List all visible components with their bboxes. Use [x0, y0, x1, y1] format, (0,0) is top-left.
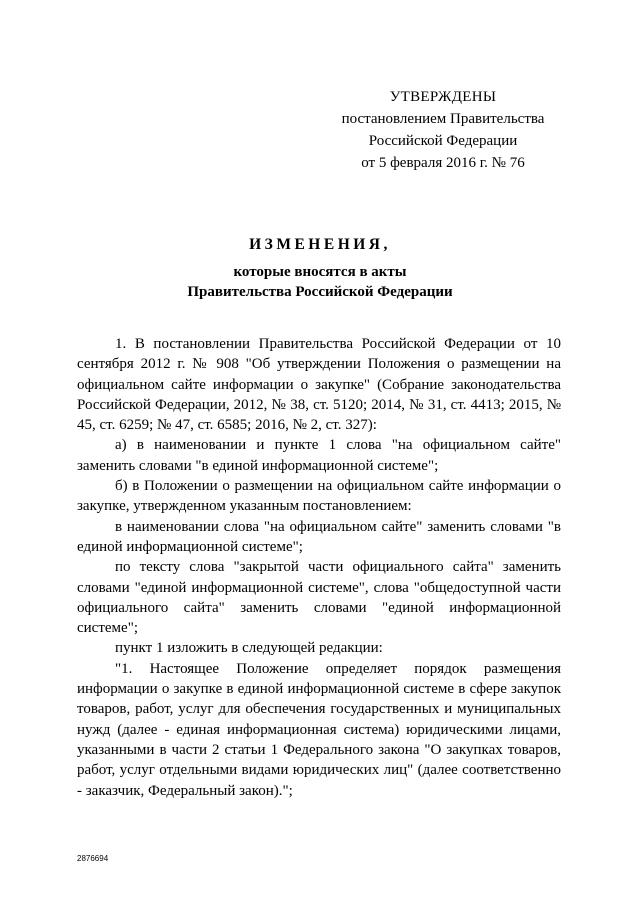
paragraph-1: 1. В постановлении Правительства Российской Федерации от 10 сентября 2012 г. № 908 "Об утверждении Положения о размещении на официальном сайте информации о закупке" (Собрание законодательства Российской Федерации, 2012, № 38, ст. 5120; 2014, № 31, ст. 4413; 2015, № 45, ст. 6259; № 47, ст. 6585; 2016, № 2, ст. 327):	[77, 336, 561, 434]
paragraph-5: по тексту слова "закрытой части официального сайта" заменить словами "единой информационной системе", слова "общедоступной части официального сайта" заменить словами "единой информационной системе";	[77, 559, 561, 637]
subtitle-line-1: которые вносятся в акты	[233, 264, 407, 280]
approval-block	[330, 86, 556, 174]
document-body	[77, 334, 561, 801]
paragraph-6: пункт 1 изложить в следующей редакции:	[115, 640, 383, 657]
paragraph-7: "1. Настоящее Положение определяет порядок размещения информации о закупке в единой информационной системе в сфере закупок товаров, работ, услуг для обеспечения государственных и муниципальных нужд (далее - единая информационная система) юридическими лицами, указанными в части 2 статьи 1 Федерального закона "О закупках товаров, работ, услуг отдельными видами юридических лиц" (далее соответственно - заказчик, Федеральный закон).";	[77, 660, 561, 799]
document-subtitle	[0, 262, 640, 302]
approval-heading: УТВЕРЖДЕНЫ	[389, 89, 497, 105]
approval-line-2: Российской Федерации	[368, 133, 518, 149]
document-number: 2876694	[77, 854, 109, 863]
paragraph-2: а) в наименовании и пункте 1 слова "на официальном сайте" заменить словами "в единой информационной системе";	[77, 437, 561, 474]
approval-line-1: постановлением Правительства	[341, 111, 545, 127]
document-title: ИЗМЕНЕНИЯ,	[249, 236, 391, 253]
subtitle-line-2: Правительства Российской Федерации	[187, 284, 453, 300]
approval-line-3: от 5 февраля 2016 г. № 76	[361, 155, 525, 171]
paragraph-4: в наименовании слова "на официальном сайте" заменить словами "в единой информационной системе";	[77, 518, 561, 555]
paragraph-3: б) в Положении о размещении на официальном сайте информации о закупке, утвержденном указанным постановлением:	[77, 478, 561, 515]
